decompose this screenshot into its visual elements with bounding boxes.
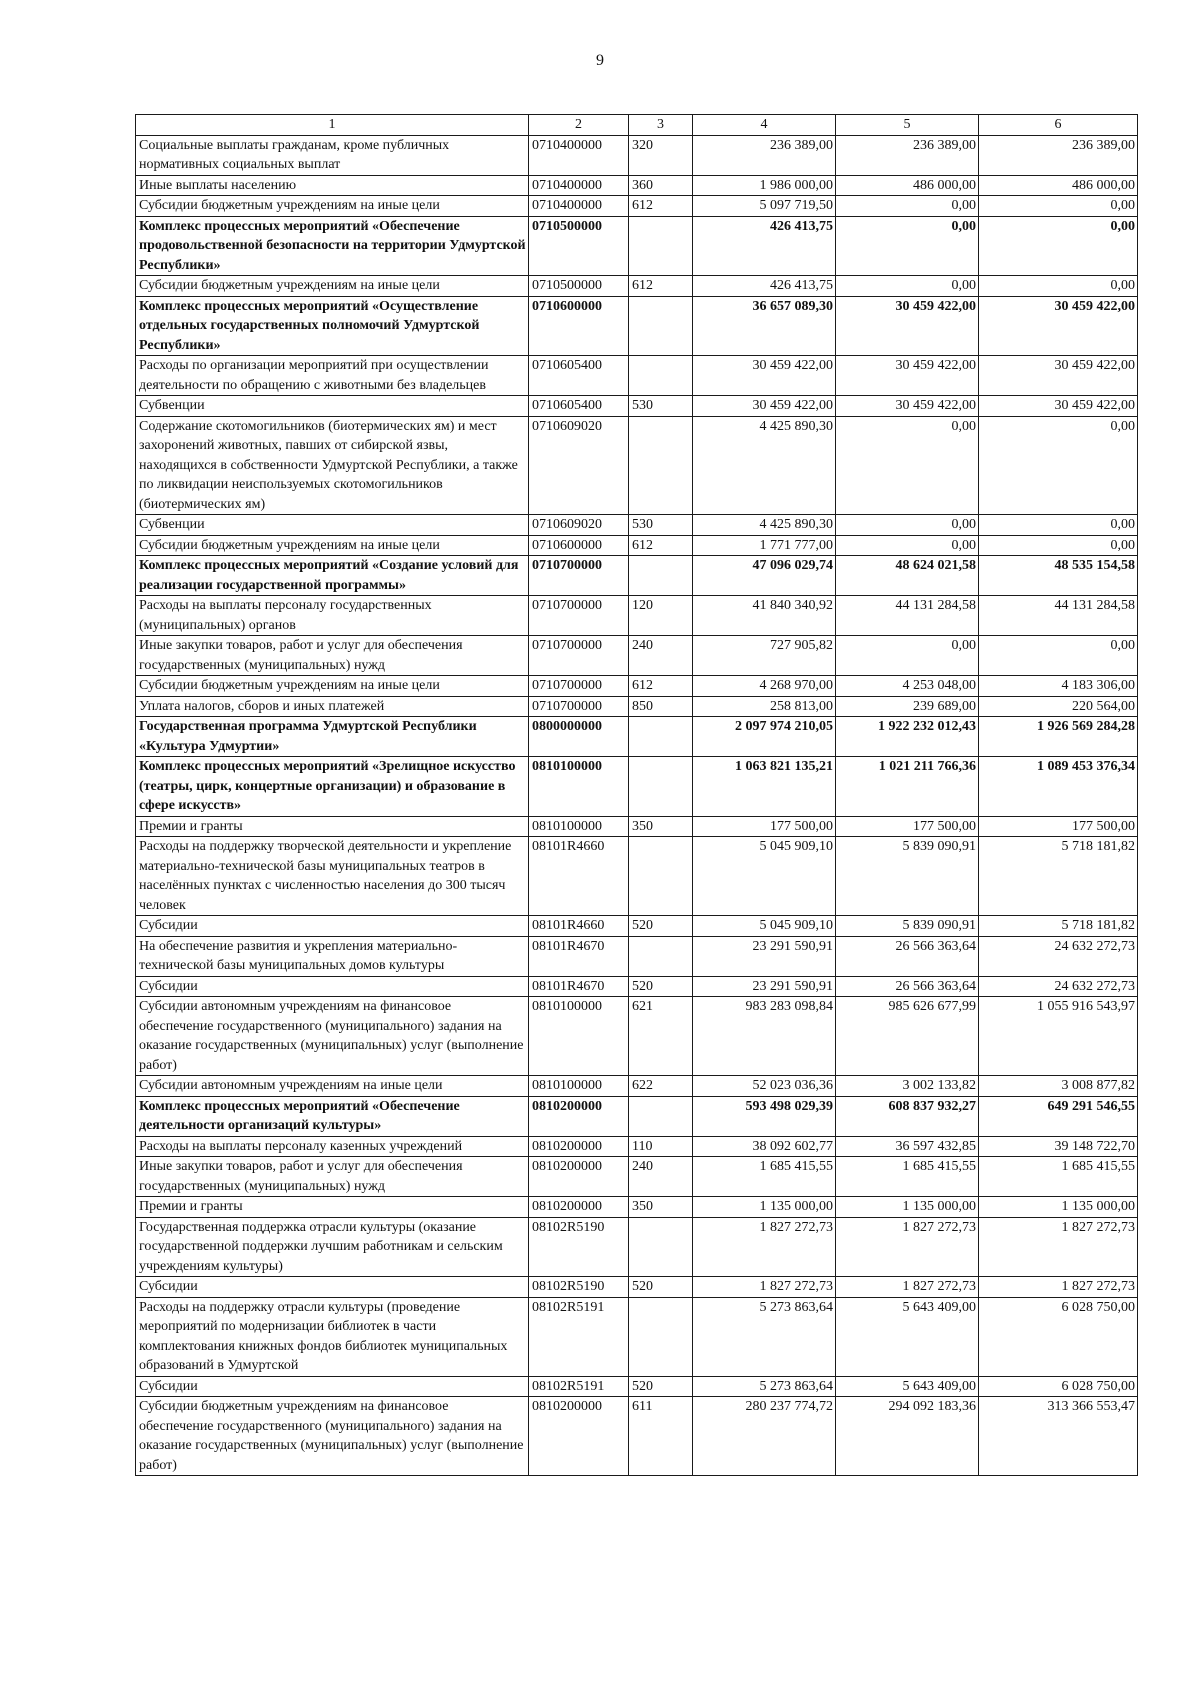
- cell-code: 0710600000: [529, 535, 629, 556]
- cell-expense-type: 350: [629, 816, 693, 837]
- cell-amount-col4: 258 813,00: [693, 696, 836, 717]
- cell-amount-col5: 1 922 232 012,43: [836, 717, 979, 757]
- cell-name: Содержание скотомогильников (биотермических ям) и мест захоронений животных, павших от сибирской язвы, находящихся в собственности Удмуртской Республики, а также по ликвидации неиспользуемых скотомогильников (биотермических ям): [136, 416, 529, 515]
- cell-amount-col4: 1 771 777,00: [693, 535, 836, 556]
- cell-name: Иные закупки товаров, работ и услуг для обеспечения государственных (муниципальных) нужд: [136, 1157, 529, 1197]
- cell-name: На обеспечение развития и укрепления материально-технической базы муниципальных домов культуры: [136, 936, 529, 976]
- cell-amount-col5: 44 131 284,58: [836, 596, 979, 636]
- cell-code: 0810200000: [529, 1197, 629, 1218]
- cell-name: Расходы на выплаты персоналу казенных учреждений: [136, 1136, 529, 1157]
- cell-name: Государственная программа Удмуртской Республики «Культура Удмуртии»: [136, 717, 529, 757]
- cell-name: Субвенции: [136, 396, 529, 417]
- cell-amount-col4: 23 291 590,91: [693, 936, 836, 976]
- cell-code: 0810200000: [529, 1397, 629, 1476]
- cell-amount-col4: 41 840 340,92: [693, 596, 836, 636]
- cell-name: Субсидии: [136, 1277, 529, 1298]
- table-row: [136, 837, 1138, 916]
- cell-amount-col5: 608 837 932,27: [836, 1096, 979, 1136]
- cell-amount-col6: 313 366 553,47: [979, 1397, 1138, 1476]
- cell-expense-type: 530: [629, 396, 693, 417]
- cell-code: 0810200000: [529, 1157, 629, 1197]
- cell-amount-col5: 0,00: [836, 636, 979, 676]
- cell-name: Субсидии автономным учреждениям на финансовое обеспечение государственного (муниципального) задания на оказание государственных (муниципальных) услуг (выполнение работ): [136, 997, 529, 1076]
- table-row: [136, 296, 1138, 356]
- cell-code: 08101R4670: [529, 936, 629, 976]
- cell-expense-type: 520: [629, 1277, 693, 1298]
- cell-amount-col5: 294 092 183,36: [836, 1397, 979, 1476]
- cell-code: 0810100000: [529, 757, 629, 817]
- cell-name: Субсидии бюджетным учреждениям на иные цели: [136, 535, 529, 556]
- cell-amount-col4: 47 096 029,74: [693, 556, 836, 596]
- cell-amount-col4: 1 986 000,00: [693, 175, 836, 196]
- cell-amount-col5: 5 643 409,00: [836, 1297, 979, 1376]
- cell-code: 0710500000: [529, 216, 629, 276]
- cell-amount-col5: 5 643 409,00: [836, 1376, 979, 1397]
- cell-name: Расходы на выплаты персоналу государственных (муниципальных) органов: [136, 596, 529, 636]
- cell-name: Иные выплаты населению: [136, 175, 529, 196]
- cell-amount-col4: 23 291 590,91: [693, 976, 836, 997]
- table-row: [136, 1157, 1138, 1197]
- cell-amount-col4: 236 389,00: [693, 135, 836, 175]
- cell-code: 0710600000: [529, 296, 629, 356]
- cell-amount-col6: 1 089 453 376,34: [979, 757, 1138, 817]
- cell-amount-col4: 5 097 719,50: [693, 196, 836, 217]
- cell-amount-col5: 177 500,00: [836, 816, 979, 837]
- table-row: [136, 416, 1138, 515]
- table-row: [136, 1297, 1138, 1376]
- cell-expense-type: [629, 1297, 693, 1376]
- cell-amount-col4: 5 273 863,64: [693, 1376, 836, 1397]
- cell-amount-col6: 1 055 916 543,97: [979, 997, 1138, 1076]
- table-row: [136, 696, 1138, 717]
- cell-amount-col4: 593 498 029,39: [693, 1096, 836, 1136]
- cell-amount-col6: 1 135 000,00: [979, 1197, 1138, 1218]
- cell-amount-col4: 30 459 422,00: [693, 396, 836, 417]
- cell-amount-col5: 30 459 422,00: [836, 296, 979, 356]
- cell-code: 0710700000: [529, 596, 629, 636]
- cell-code: 0710700000: [529, 636, 629, 676]
- cell-amount-col5: 486 000,00: [836, 175, 979, 196]
- table-row: [136, 596, 1138, 636]
- cell-amount-col6: 236 389,00: [979, 135, 1138, 175]
- cell-amount-col6: 44 131 284,58: [979, 596, 1138, 636]
- cell-code: 0810200000: [529, 1136, 629, 1157]
- cell-code: 0710400000: [529, 175, 629, 196]
- cell-code: 0710700000: [529, 696, 629, 717]
- table-row: [136, 556, 1138, 596]
- table-row: [136, 1376, 1138, 1397]
- cell-amount-col6: 649 291 546,55: [979, 1096, 1138, 1136]
- cell-name: Субсидии бюджетным учреждениям на иные цели: [136, 196, 529, 217]
- cell-amount-col6: 5 718 181,82: [979, 837, 1138, 916]
- cell-code: 0710609020: [529, 416, 629, 515]
- cell-name: Социальные выплаты гражданам, кроме публичных нормативных социальных выплат: [136, 135, 529, 175]
- table-row: [136, 976, 1138, 997]
- cell-code: 0710400000: [529, 135, 629, 175]
- table-row: [136, 757, 1138, 817]
- table-body: [136, 135, 1138, 1476]
- cell-name: Субсидии автономным учреждениям на иные цели: [136, 1076, 529, 1097]
- cell-amount-col6: 30 459 422,00: [979, 396, 1138, 417]
- cell-code: 08101R4670: [529, 976, 629, 997]
- cell-amount-col4: 38 092 602,77: [693, 1136, 836, 1157]
- cell-amount-col6: 4 183 306,00: [979, 676, 1138, 697]
- cell-amount-col6: 48 535 154,58: [979, 556, 1138, 596]
- cell-expense-type: 520: [629, 976, 693, 997]
- cell-amount-col4: 426 413,75: [693, 216, 836, 276]
- cell-amount-col6: 0,00: [979, 515, 1138, 536]
- cell-expense-type: [629, 1096, 693, 1136]
- cell-amount-col4: 1 063 821 135,21: [693, 757, 836, 817]
- cell-code: 0800000000: [529, 717, 629, 757]
- cell-name: Премии и гранты: [136, 1197, 529, 1218]
- cell-code: 0810100000: [529, 997, 629, 1076]
- cell-amount-col6: 0,00: [979, 196, 1138, 217]
- cell-name: Субсидии: [136, 1376, 529, 1397]
- cell-amount-col5: 0,00: [836, 216, 979, 276]
- table-row: [136, 816, 1138, 837]
- cell-amount-col4: 426 413,75: [693, 276, 836, 297]
- cell-amount-col4: 2 097 974 210,05: [693, 717, 836, 757]
- cell-amount-col5: 26 566 363,64: [836, 976, 979, 997]
- cell-expense-type: [629, 216, 693, 276]
- cell-expense-type: 611: [629, 1397, 693, 1476]
- cell-expense-type: 240: [629, 1157, 693, 1197]
- cell-name: Субсидии бюджетным учреждениям на иные цели: [136, 276, 529, 297]
- cell-amount-col6: 0,00: [979, 276, 1138, 297]
- cell-amount-col6: 1 926 569 284,28: [979, 717, 1138, 757]
- header-col-5: 5: [836, 115, 979, 136]
- cell-expense-type: 621: [629, 997, 693, 1076]
- cell-expense-type: 350: [629, 1197, 693, 1218]
- cell-amount-col5: 985 626 677,99: [836, 997, 979, 1076]
- cell-amount-col4: 177 500,00: [693, 816, 836, 837]
- table-row: [136, 175, 1138, 196]
- cell-amount-col4: 727 905,82: [693, 636, 836, 676]
- cell-expense-type: [629, 356, 693, 396]
- cell-amount-col5: 5 839 090,91: [836, 916, 979, 937]
- cell-amount-col5: 1 021 211 766,36: [836, 757, 979, 817]
- cell-code: 0710400000: [529, 196, 629, 217]
- cell-name: Расходы по организации мероприятий при осуществлении деятельности по обращению с животными без владельцев: [136, 356, 529, 396]
- cell-name: Субсидии бюджетным учреждениям на финансовое обеспечение государственного (муниципального) задания на оказание государственных (муниципальных) услуг (выполнение работ): [136, 1397, 529, 1476]
- cell-amount-col4: 1 685 415,55: [693, 1157, 836, 1197]
- table-row: [136, 936, 1138, 976]
- cell-code: 08102R5191: [529, 1297, 629, 1376]
- cell-code: 0710700000: [529, 556, 629, 596]
- cell-amount-col6: 30 459 422,00: [979, 296, 1138, 356]
- cell-amount-col4: 5 273 863,64: [693, 1297, 836, 1376]
- cell-amount-col6: 1 827 272,73: [979, 1217, 1138, 1277]
- table-row: [136, 1076, 1138, 1097]
- cell-amount-col6: 5 718 181,82: [979, 916, 1138, 937]
- cell-expense-type: [629, 416, 693, 515]
- cell-amount-col6: 1 685 415,55: [979, 1157, 1138, 1197]
- table-row: [136, 1397, 1138, 1476]
- cell-amount-col5: 1 827 272,73: [836, 1277, 979, 1298]
- cell-amount-col4: 1 827 272,73: [693, 1277, 836, 1298]
- cell-name: Субсидии: [136, 916, 529, 937]
- table-row: [136, 356, 1138, 396]
- table-row: [136, 636, 1138, 676]
- cell-amount-col6: 24 632 272,73: [979, 936, 1138, 976]
- cell-amount-col5: 0,00: [836, 196, 979, 217]
- cell-name: Субсидии бюджетным учреждениям на иные цели: [136, 676, 529, 697]
- cell-code: 0810200000: [529, 1096, 629, 1136]
- cell-amount-col5: 36 597 432,85: [836, 1136, 979, 1157]
- cell-expense-type: 622: [629, 1076, 693, 1097]
- header-col-4: 4: [693, 115, 836, 136]
- budget-table: [135, 114, 1138, 1476]
- cell-code: 08101R4660: [529, 837, 629, 916]
- cell-amount-col4: 983 283 098,84: [693, 997, 836, 1076]
- cell-amount-col6: 0,00: [979, 416, 1138, 515]
- cell-amount-col5: 0,00: [836, 276, 979, 297]
- cell-expense-type: [629, 717, 693, 757]
- table-row: [136, 676, 1138, 697]
- cell-name: Иные закупки товаров, работ и услуг для обеспечения государственных (муниципальных) нужд: [136, 636, 529, 676]
- cell-name: Расходы на поддержку отрасли культуры (проведение мероприятий по модернизации библиотек в части комплектования книжных фондов библиотек муниципальных образований в Удмуртской: [136, 1297, 529, 1376]
- cell-amount-col6: 6 028 750,00: [979, 1376, 1138, 1397]
- cell-code: 08102R5190: [529, 1277, 629, 1298]
- table-row: [136, 196, 1138, 217]
- table-row: [136, 916, 1138, 937]
- cell-amount-col5: 4 253 048,00: [836, 676, 979, 697]
- cell-amount-col6: 1 827 272,73: [979, 1277, 1138, 1298]
- table-row: [136, 1197, 1138, 1218]
- cell-expense-type: 612: [629, 276, 693, 297]
- cell-amount-col5: 0,00: [836, 535, 979, 556]
- cell-code: 0810100000: [529, 816, 629, 837]
- cell-code: 08101R4660: [529, 916, 629, 937]
- cell-amount-col5: 1 685 415,55: [836, 1157, 979, 1197]
- cell-name: Комплекс процессных мероприятий «Зрелищное искусство (театры, цирк, концертные организации) и образование в сфере искусств»: [136, 757, 529, 817]
- cell-expense-type: 360: [629, 175, 693, 196]
- cell-amount-col4: 4 268 970,00: [693, 676, 836, 697]
- cell-amount-col6: 0,00: [979, 535, 1138, 556]
- cell-expense-type: 612: [629, 676, 693, 697]
- cell-amount-col5: 0,00: [836, 515, 979, 536]
- cell-name: Государственная поддержка отрасли культуры (оказание государственной поддержки лучшим работникам и сельским учреждениям культуры): [136, 1217, 529, 1277]
- cell-name: Комплекс процессных мероприятий «Осуществление отдельных государственных полномочий Удмуртской Республики»: [136, 296, 529, 356]
- cell-code: 0710605400: [529, 396, 629, 417]
- cell-amount-col5: 30 459 422,00: [836, 396, 979, 417]
- cell-amount-col6: 39 148 722,70: [979, 1136, 1138, 1157]
- cell-name: Комплекс процессных мероприятий «Обеспечение продовольственной безопасности на территории Удмуртской Республики»: [136, 216, 529, 276]
- cell-amount-col5: 5 839 090,91: [836, 837, 979, 916]
- table-row: [136, 535, 1138, 556]
- cell-amount-col4: 280 237 774,72: [693, 1397, 836, 1476]
- cell-amount-col4: 1 135 000,00: [693, 1197, 836, 1218]
- table-row: [136, 515, 1138, 536]
- cell-amount-col4: 1 827 272,73: [693, 1217, 836, 1277]
- header-col-1: 1: [136, 115, 529, 136]
- cell-amount-col5: 26 566 363,64: [836, 936, 979, 976]
- cell-amount-col5: 1 827 272,73: [836, 1217, 979, 1277]
- cell-expense-type: 612: [629, 535, 693, 556]
- cell-expense-type: [629, 757, 693, 817]
- cell-expense-type: [629, 296, 693, 356]
- cell-amount-col5: 30 459 422,00: [836, 356, 979, 396]
- cell-amount-col5: 239 689,00: [836, 696, 979, 717]
- cell-amount-col6: 220 564,00: [979, 696, 1138, 717]
- cell-expense-type: 240: [629, 636, 693, 676]
- cell-expense-type: [629, 837, 693, 916]
- table-header-row: [136, 115, 1138, 136]
- cell-amount-col4: 36 657 089,30: [693, 296, 836, 356]
- cell-name: Комплекс процессных мероприятий «Создание условий для реализации государственной программы»: [136, 556, 529, 596]
- table-row: [136, 1096, 1138, 1136]
- cell-code: 08102R5190: [529, 1217, 629, 1277]
- cell-code: 0810100000: [529, 1076, 629, 1097]
- cell-amount-col6: 177 500,00: [979, 816, 1138, 837]
- cell-amount-col6: 6 028 750,00: [979, 1297, 1138, 1376]
- cell-expense-type: 110: [629, 1136, 693, 1157]
- cell-amount-col6: 486 000,00: [979, 175, 1138, 196]
- cell-amount-col5: 1 135 000,00: [836, 1197, 979, 1218]
- cell-expense-type: 120: [629, 596, 693, 636]
- table-row: [136, 1217, 1138, 1277]
- cell-expense-type: 520: [629, 1376, 693, 1397]
- header-col-3: 3: [629, 115, 693, 136]
- cell-name: Премии и гранты: [136, 816, 529, 837]
- cell-expense-type: [629, 556, 693, 596]
- cell-amount-col5: 48 624 021,58: [836, 556, 979, 596]
- cell-expense-type: 850: [629, 696, 693, 717]
- cell-expense-type: 320: [629, 135, 693, 175]
- table-row: [136, 997, 1138, 1076]
- cell-expense-type: 612: [629, 196, 693, 217]
- cell-name: Комплекс процессных мероприятий «Обеспечение деятельности организаций культуры»: [136, 1096, 529, 1136]
- cell-amount-col6: 0,00: [979, 216, 1138, 276]
- cell-code: 08102R5191: [529, 1376, 629, 1397]
- table-row: [136, 1277, 1138, 1298]
- cell-expense-type: 530: [629, 515, 693, 536]
- cell-amount-col5: 3 002 133,82: [836, 1076, 979, 1097]
- cell-name: Расходы на поддержку творческой деятельности и укрепление материально-технической базы муниципальных театров в населённых пунктах с численностью населения до 300 тысяч человек: [136, 837, 529, 916]
- header-col-6: 6: [979, 115, 1138, 136]
- header-col-2: 2: [529, 115, 629, 136]
- table-row: [136, 135, 1138, 175]
- table-row: [136, 396, 1138, 417]
- cell-amount-col6: 3 008 877,82: [979, 1076, 1138, 1097]
- cell-amount-col6: 24 632 272,73: [979, 976, 1138, 997]
- cell-amount-col5: 0,00: [836, 416, 979, 515]
- page-number: 9: [596, 52, 604, 69]
- cell-amount-col4: 30 459 422,00: [693, 356, 836, 396]
- cell-amount-col6: 30 459 422,00: [979, 356, 1138, 396]
- cell-expense-type: 520: [629, 916, 693, 937]
- cell-amount-col4: 52 023 036,36: [693, 1076, 836, 1097]
- cell-code: 0710500000: [529, 276, 629, 297]
- cell-amount-col4: 4 425 890,30: [693, 515, 836, 536]
- cell-name: Субвенции: [136, 515, 529, 536]
- cell-name: Субсидии: [136, 976, 529, 997]
- table-row: [136, 1136, 1138, 1157]
- cell-expense-type: [629, 1217, 693, 1277]
- cell-amount-col4: 4 425 890,30: [693, 416, 836, 515]
- cell-code: 0710700000: [529, 676, 629, 697]
- cell-amount-col6: 0,00: [979, 636, 1138, 676]
- table-row: [136, 216, 1138, 276]
- cell-name: Уплата налогов, сборов и иных платежей: [136, 696, 529, 717]
- cell-code: 0710605400: [529, 356, 629, 396]
- cell-expense-type: [629, 936, 693, 976]
- table-row: [136, 276, 1138, 297]
- cell-amount-col4: 5 045 909,10: [693, 837, 836, 916]
- cell-code: 0710609020: [529, 515, 629, 536]
- table-row: [136, 717, 1138, 757]
- cell-amount-col4: 5 045 909,10: [693, 916, 836, 937]
- cell-amount-col5: 236 389,00: [836, 135, 979, 175]
